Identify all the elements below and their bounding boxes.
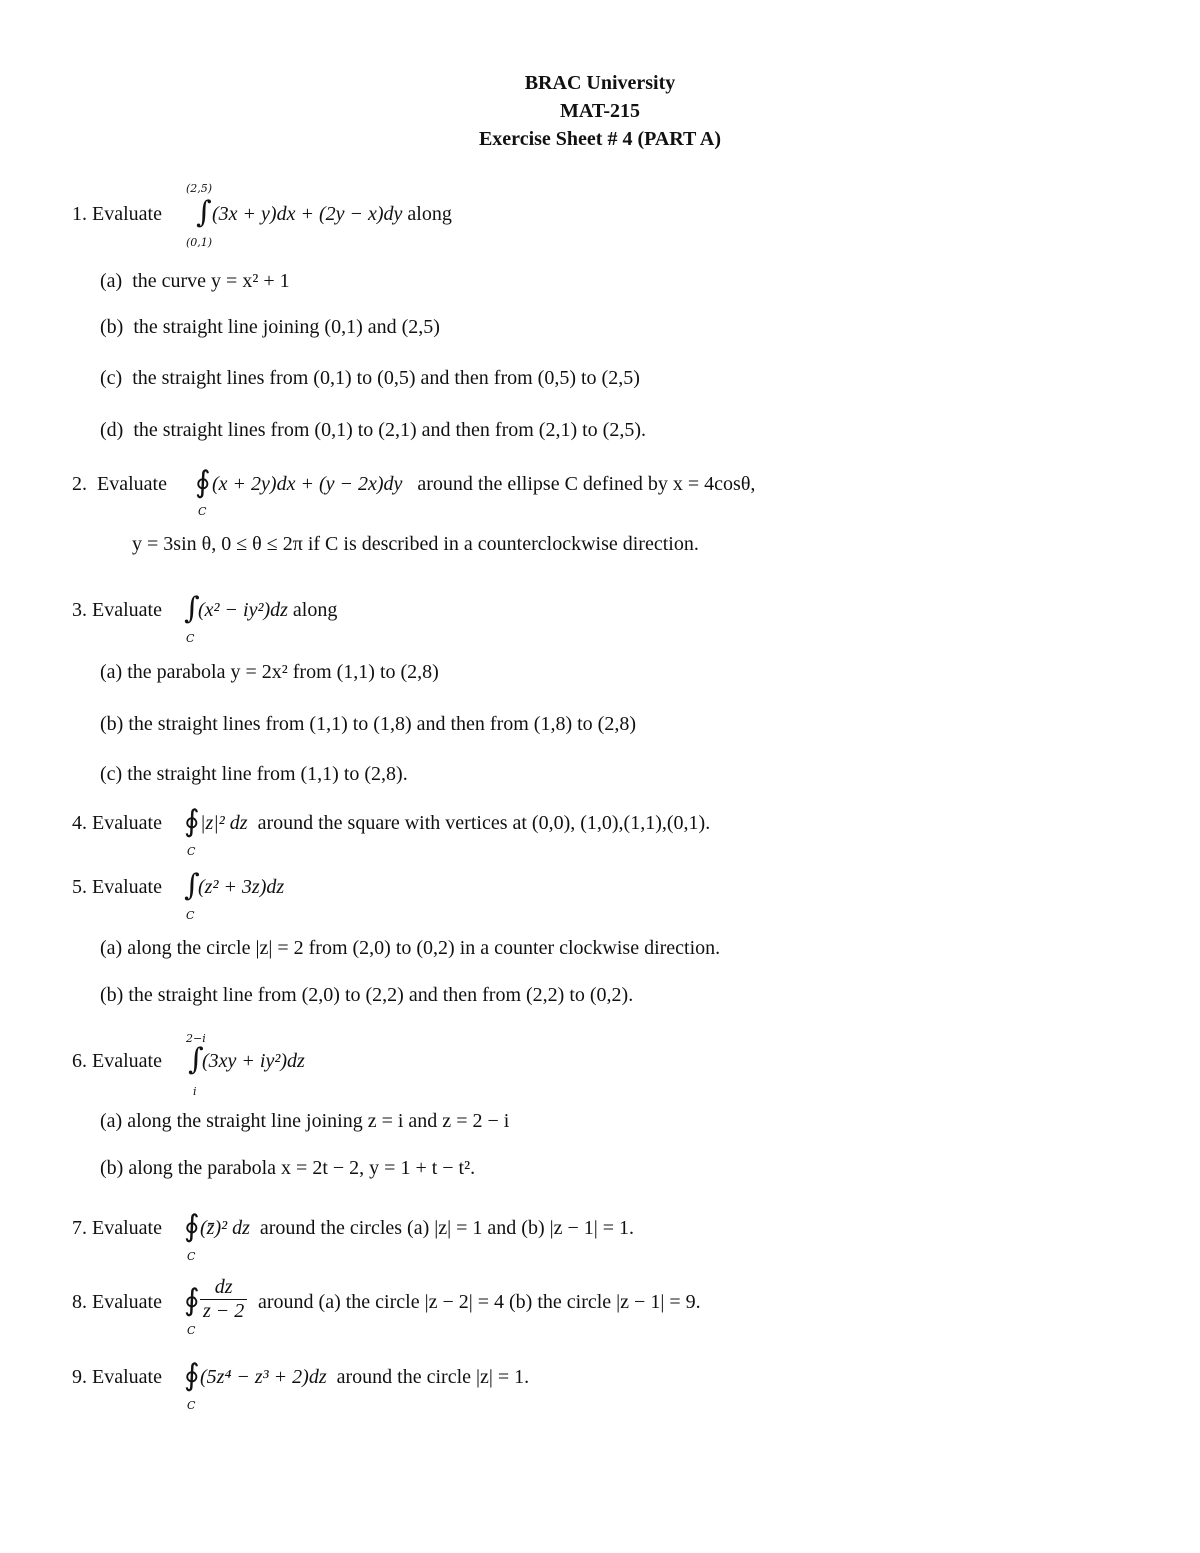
integrand: (x² − iy²)dz <box>198 599 288 621</box>
problem-number: 8. <box>72 1291 87 1313</box>
integrand: |z|² dz <box>200 812 248 834</box>
part-a: (a) the curve y = x² + 1 <box>100 270 290 292</box>
fraction-denominator: z − 2 <box>203 1300 245 1322</box>
course-code: MAT-215 <box>560 100 640 122</box>
institution-name: BRAC University <box>524 72 676 94</box>
problem-verb: Evaluate <box>92 599 162 621</box>
integral-sign: ∫ <box>196 195 212 230</box>
integrand: (3xy + iy²)dz <box>202 1050 305 1072</box>
part-c: (c) the straight lines from (0,1) to (0,5) and then from (0,5) to (2,5) <box>100 367 640 389</box>
integrand: (3x + y)dx + (2y − x)dy <box>212 203 403 225</box>
problem-verb: Evaluate <box>92 203 162 225</box>
upper-limit: 2−i <box>186 1032 206 1045</box>
lower-limit: C <box>187 845 196 858</box>
lower-limit: C <box>187 1399 196 1412</box>
problem-number: 1. <box>72 203 87 225</box>
problem-verb: Evaluate <box>92 876 162 898</box>
part-b: (b) the straight line joining (0,1) and (2,5) <box>100 316 440 338</box>
part-a: (a) along the straight line joining z = i and z = 2 − i <box>100 1110 510 1132</box>
problem-suffix: along <box>407 203 452 225</box>
integrand: (x + 2y)dx + (y − 2x)dy <box>212 473 403 495</box>
integral-sign: ∫ <box>188 1042 204 1077</box>
problem-verb: Evaluate <box>92 1366 162 1388</box>
problem-verb: Evaluate <box>92 1217 162 1239</box>
part-a: (a) the parabola y = 2x² from (1,1) to (2,8) <box>100 661 439 683</box>
part-c: (c) the straight line from (1,1) to (2,8). <box>100 763 408 785</box>
fraction-numerator: dz <box>200 1276 247 1300</box>
lower-limit: C <box>186 909 195 922</box>
part-b: (b) the straight line from (2,0) to (2,2) and then from (2,2) to (0,2). <box>100 984 634 1006</box>
lower-limit: C <box>198 505 207 518</box>
lower-limit: C <box>186 632 195 645</box>
lower-limit: (0,1) <box>186 236 213 249</box>
problem-verb: Evaluate <box>92 1291 162 1313</box>
upper-limit: (2,5) <box>186 182 213 195</box>
problem-verb: Evaluate <box>97 473 167 495</box>
problem-suffix: around the circles (a) |z| = 1 and (b) |z − 1| = 1. <box>259 1217 635 1239</box>
lower-limit: C <box>187 1250 196 1263</box>
part-b: (b) along the parabola x = 2t − 2, y = 1 + t − t². <box>100 1157 476 1179</box>
problem-suffix: around the circle |z| = 1. <box>336 1366 530 1388</box>
problem-suffix: along <box>292 599 338 621</box>
problem-number: 4. <box>72 812 87 834</box>
contour-integral-sign: ∮ <box>195 465 211 500</box>
lower-limit: i <box>193 1085 197 1098</box>
integrand: (5z⁴ − z³ + 2)dz <box>200 1366 327 1388</box>
problem-suffix: around (a) the circle |z − 2| = 4 (b) the circle |z − 1| = 9. <box>258 1291 701 1313</box>
part-b: (b) the straight lines from (1,1) to (1,8) and then from (1,8) to (2,8) <box>100 713 636 735</box>
contour-integral-sign: ∮ <box>184 1283 200 1318</box>
sheet-title: Exercise Sheet # 4 (PART A) <box>478 128 722 150</box>
integrand: (z² + 3z)dz <box>198 876 285 898</box>
contour-integral-sign: ∮ <box>184 1209 200 1244</box>
problem-suffix: around the ellipse C defined by x = 4cosθ, <box>417 473 756 495</box>
problem-continuation: y = 3sin θ, 0 ≤ θ ≤ 2π if C is described in a counterclockwise direction. <box>132 533 699 555</box>
integrand: (z̄)² dz <box>200 1217 250 1239</box>
problem-number: 9. <box>72 1366 87 1388</box>
contour-integral-sign: ∮ <box>184 1358 200 1393</box>
problem-number: 7. <box>72 1217 87 1239</box>
problem-number: 6. <box>72 1050 87 1072</box>
problem-number: 3. <box>72 599 87 621</box>
integral-sign: ∫ <box>184 591 200 626</box>
problem-verb: Evaluate <box>92 812 162 834</box>
problem-suffix: around the square with vertices at (0,0), (1,0),(1,1),(0,1). <box>257 812 711 834</box>
integral-sign: ∫ <box>184 868 200 903</box>
contour-integral-sign: ∮ <box>184 804 200 839</box>
part-a: (a) along the circle |z| = 2 from (2,0) to (0,2) in a counter clockwise direction. <box>100 937 721 959</box>
fraction <box>200 1276 247 1323</box>
problem-number: 2. <box>72 473 87 495</box>
lower-limit: C <box>187 1324 196 1337</box>
problem-number: 5. <box>72 876 87 898</box>
part-d: (d) the straight lines from (0,1) to (2,1) and then from (2,1) to (2,5). <box>100 419 646 441</box>
problem-verb: Evaluate <box>92 1050 162 1072</box>
